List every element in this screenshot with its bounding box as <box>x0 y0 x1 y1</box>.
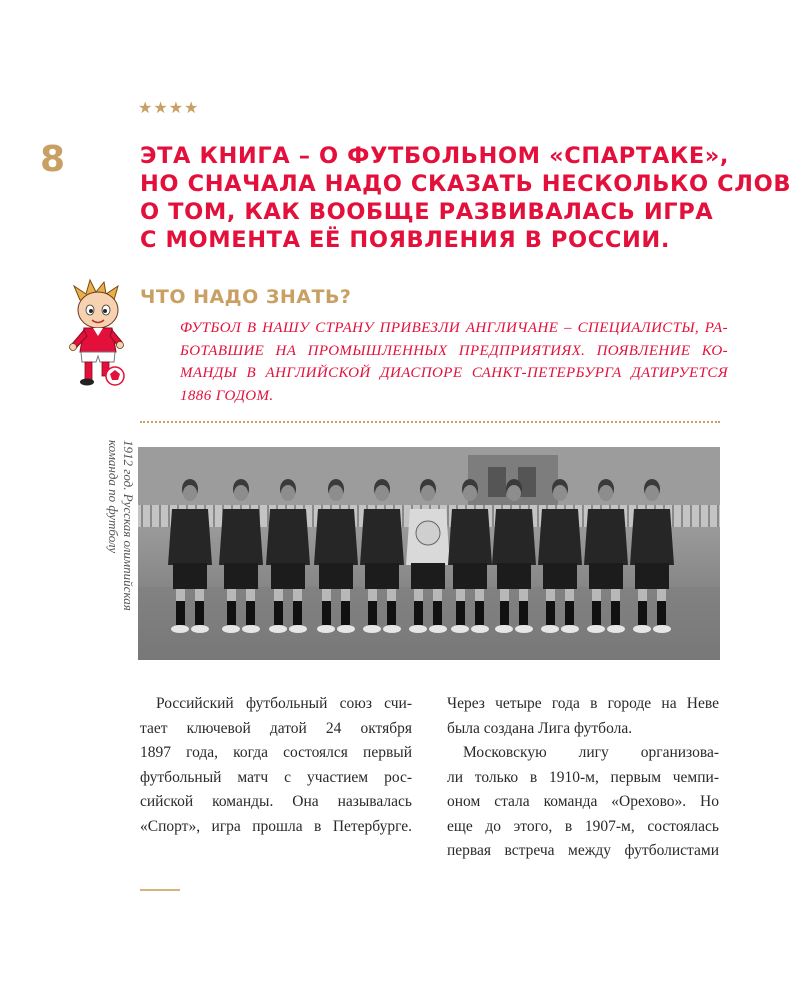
paragraph-line: Российский футбольный союз счи- <box>156 695 412 712</box>
know-line: ФУТБОЛ В НАШУ СТРАНУ ПРИВЕЗЛИ АНГЛИЧАНЕ – СПЕЦИАЛИСТЫ, РА- <box>180 320 728 336</box>
paragraph-line: Через четыре года в городе на Неве <box>447 695 719 712</box>
paragraph-line: футбольный матч с участием рос- <box>140 768 412 786</box>
paragraph-line: оном стала команда «Орехово». Но <box>447 793 719 810</box>
headline-line: НО СНАЧАЛА НАДО СКАЗАТЬ НЕСКОЛЬКО СЛОВ <box>140 171 792 197</box>
what-to-know-title: ЧТО НАДО ЗНАТЬ? <box>140 286 352 308</box>
paragraph-line: 1897 года, когда состоялся первый <box>140 744 412 761</box>
paragraph-line: ли только в 1910-м, первым чемпи- <box>447 768 719 786</box>
paragraph-line: тает ключевой датой 24 октября <box>140 719 412 737</box>
dotted-divider <box>140 421 720 423</box>
body-column-left <box>140 692 412 839</box>
what-to-know-text <box>180 317 728 407</box>
paragraph-line: сийской команды. Она называлась <box>140 793 412 810</box>
caption-line: 1912 год. Русская олимпийская <box>121 440 136 611</box>
caption-line: команда по футболу <box>106 440 121 554</box>
headline-line: О ТОМ, КАК ВООБЩЕ РАЗВИВАЛАСЬ ИГРА <box>140 199 714 225</box>
photo-caption <box>104 440 136 665</box>
team-photo <box>138 447 720 660</box>
paragraph-line: Московскую лигу организова- <box>463 744 719 761</box>
know-line: БОТАВШИЕ НА ПРОМЫШЛЕННЫХ ПРЕДПРИЯТИЯХ. ПОЯВЛЕНИЕ КО- <box>180 342 728 359</box>
body-column-right <box>447 692 719 864</box>
chapter-headline <box>140 142 792 254</box>
paragraph-line: еще до этого, в 1907-м, состоялась <box>447 817 719 835</box>
team-photo-illustration <box>138 447 720 660</box>
paragraph-line: «Спорт», игра прошла в Петербурге. <box>140 817 412 835</box>
rating-stars: ★★★★ <box>138 98 200 117</box>
headline-line: С МОМЕНТА ЕЁ ПОЯВЛЕНИЯ В РОССИИ. <box>140 227 670 253</box>
headline-line: ЭТА КНИГА – О ФУТБОЛЬНОМ «СПАРТАКЕ», <box>140 143 730 169</box>
page-number: 8 <box>40 139 66 180</box>
paragraph-line: первая встреча между футболистами <box>447 842 719 859</box>
know-line: 1886 ГОДОМ. <box>180 387 274 404</box>
mascot-footballer-illustration <box>60 278 138 388</box>
paragraph-line: была создана Лига футбола. <box>447 719 633 737</box>
footer-gold-rule <box>140 889 180 891</box>
know-line: МАНДЫ В АНГЛИЙСКОЙ ДИАСПОРЕ САНКТ-ПЕТЕРБУРГА ДАТИРУЕТСЯ <box>180 365 728 381</box>
